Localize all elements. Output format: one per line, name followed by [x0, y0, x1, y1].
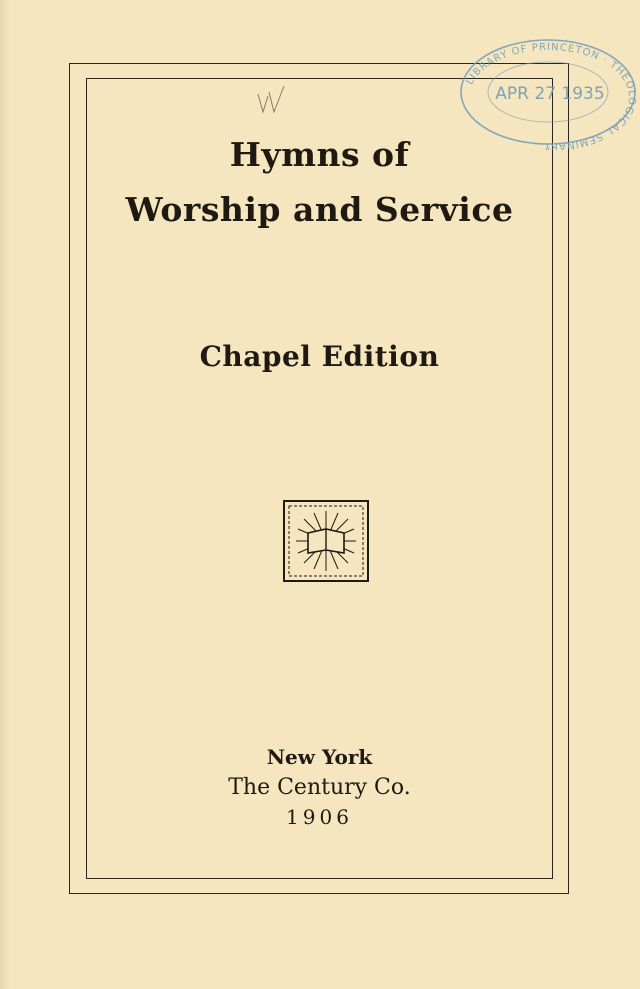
open-book-emblem-icon — [280, 495, 372, 587]
library-stamp — [457, 35, 639, 150]
imprint-city: New York — [266, 745, 373, 769]
imprint-year: 1906 — [286, 805, 353, 829]
page-edge — [0, 0, 10, 989]
edition-label: Chapel Edition — [199, 340, 440, 373]
pencil-mark — [255, 82, 287, 118]
title-line-1: Hymns of — [229, 135, 410, 174]
title-line-2: Worship and Service — [125, 190, 514, 229]
imprint-publisher: The Century Co. — [228, 775, 411, 800]
stamp-date: APR 27 1935 — [495, 84, 605, 104]
stamp-ring-text: LIBRARY OF PRINCETON · THEOLOGICAL SEMINARY — [464, 41, 638, 150]
